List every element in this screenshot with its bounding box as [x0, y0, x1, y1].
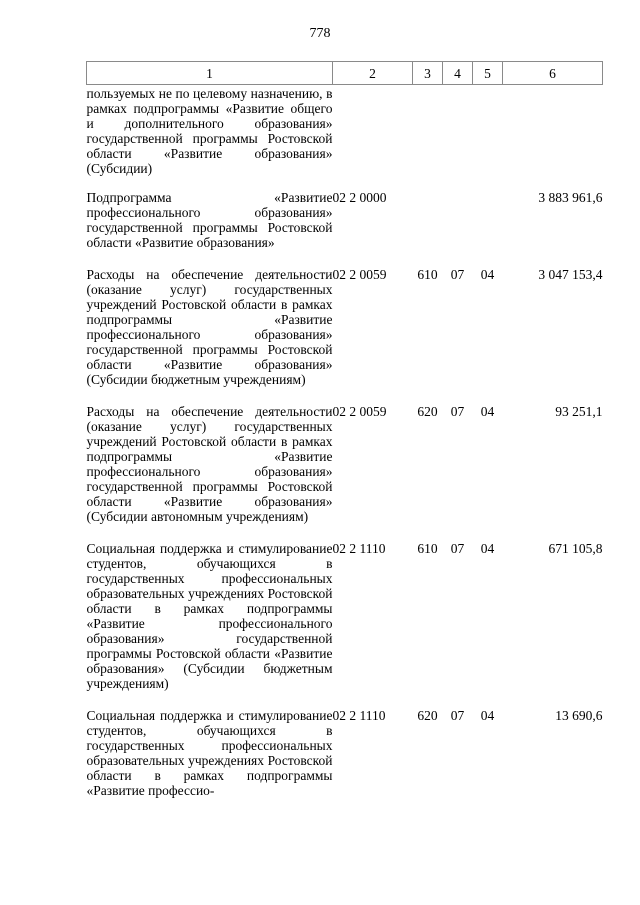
row-sum: 3 883 961,6 — [538, 190, 603, 205]
row-sum: 3 047 153,4 — [538, 267, 603, 282]
table-row — [87, 190, 603, 267]
row-section: 07 — [450, 708, 465, 723]
row-sum: 93 251,1 — [555, 404, 603, 419]
row-subsection: 04 — [480, 708, 495, 723]
row-subsection: 04 — [480, 541, 495, 556]
row-code: 02 2 0000 — [332, 190, 387, 205]
row-sum: 13 690,6 — [555, 708, 603, 723]
table-row — [87, 267, 603, 404]
budget-table — [86, 61, 603, 798]
page-number: 778 — [309, 26, 331, 41]
header-col-5: 5 — [473, 62, 503, 85]
row-subsection: 04 — [480, 267, 495, 282]
row-section: 07 — [450, 404, 465, 419]
row-subsection — [473, 190, 503, 267]
row-subsection: 04 — [480, 404, 495, 419]
row-code: 02 2 1110 — [332, 708, 386, 723]
row-section: 07 — [450, 541, 465, 556]
row-expense-type — [413, 85, 443, 191]
row-expense-type: 620 — [417, 708, 438, 723]
table-row — [87, 708, 603, 798]
row-description: пользуемых не по целевому назначению, в рамках подпрограммы «Развитие общего и дополнительного образования» государственной программы Ростовской области «Развитие образования» (Субсидии) — [86, 86, 333, 176]
row-code: 02 2 0059 — [332, 267, 387, 282]
row-description: Социальная поддержка и стимулирование студентов, обучающихся в государственных профессиональных образовательных учреждениях Ростовской области в рамках подпрограммы «Развитие профессионального образования» государственной программы Ростовской области «Развитие образования» (Субсидии бюджетным учреждениям) — [86, 541, 333, 691]
row-expense-type: 620 — [417, 404, 438, 419]
row-sum: 671 105,8 — [548, 541, 603, 556]
row-code: 02 2 1110 — [332, 541, 386, 556]
table-header-row — [87, 62, 603, 85]
row-description: Расходы на обеспечение деятельности (оказание услуг) государственных учреждений Ростовской области в рамках подпрограммы «Развитие профессионального образования» государственной программы Ростовской области «Развитие образования» (Субсидии бюджетным учреждениям) — [86, 267, 333, 387]
header-col-3: 3 — [413, 62, 443, 85]
row-sum — [503, 85, 603, 191]
row-description: Подпрограмма «Развитие профессионального образования» государственной программы Ростовской области «Развитие образования» — [86, 190, 333, 250]
row-expense-type: 610 — [417, 541, 438, 556]
row-code — [333, 85, 413, 191]
row-expense-type: 610 — [417, 267, 438, 282]
row-section — [443, 85, 473, 191]
header-col-1: 1 — [87, 62, 333, 85]
table-row — [87, 85, 603, 191]
row-section: 07 — [450, 267, 465, 282]
row-section — [443, 190, 473, 267]
header-col-2: 2 — [333, 62, 413, 85]
table-row — [87, 541, 603, 708]
table-row — [87, 404, 603, 541]
row-description: Расходы на обеспечение деятельности (оказание услуг) государственных учреждений Ростовской области в рамках подпрограммы «Развитие профессионального образования» государственной программы Ростовской области «Развитие образования» (Субсидии автономным учреждениям) — [86, 404, 333, 524]
header-col-4: 4 — [443, 62, 473, 85]
row-subsection — [473, 85, 503, 191]
row-code: 02 2 0059 — [332, 404, 387, 419]
row-description: Социальная поддержка и стимулирование студентов, обучающихся в государственных профессиональных образовательных учреждениях Ростовской области в рамках подпрограммы «Развитие профессио- — [86, 708, 333, 798]
row-expense-type — [413, 190, 443, 267]
header-col-6: 6 — [503, 62, 603, 85]
